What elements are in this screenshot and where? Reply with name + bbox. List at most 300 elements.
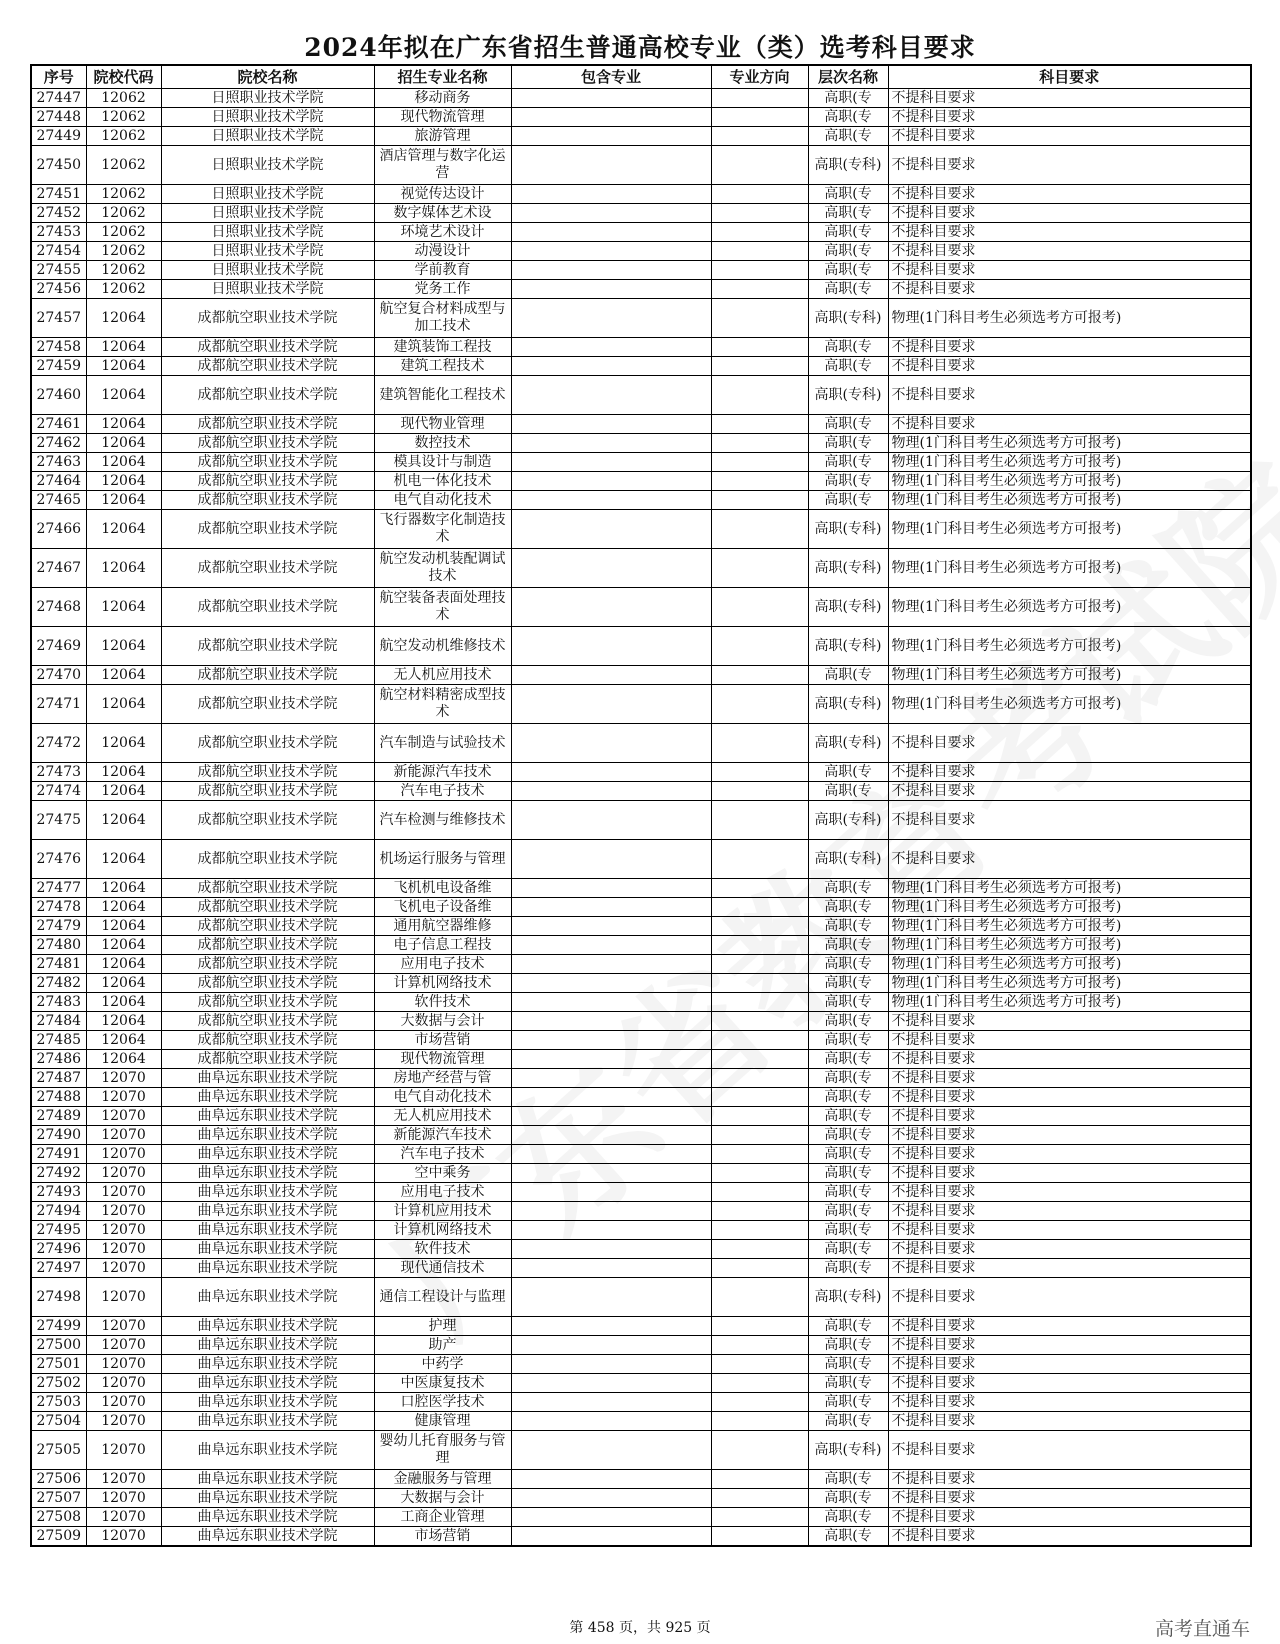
major-name-cell: 婴幼儿托育服务与管理 bbox=[374, 1431, 511, 1470]
school-name-cell: 曲阜远东职业技术学院 bbox=[161, 1164, 374, 1183]
serial-cell: 27459 bbox=[31, 357, 86, 376]
school-code-cell: 12064 bbox=[86, 357, 161, 376]
major-name-cell: 党务工作 bbox=[374, 280, 511, 299]
serial-cell: 27456 bbox=[31, 280, 86, 299]
header-cell: 院校名称 bbox=[161, 65, 374, 89]
direction-cell bbox=[711, 666, 808, 685]
included-majors-cell bbox=[511, 491, 711, 510]
level-cell: 高职(专 bbox=[808, 936, 888, 955]
school-name-cell: 曲阜远东职业技术学院 bbox=[161, 1489, 374, 1508]
requirement-cell: 不提科目要求 bbox=[888, 185, 1251, 204]
level-cell: 高职(专 bbox=[808, 1183, 888, 1202]
serial-cell: 27447 bbox=[31, 89, 86, 108]
table-row bbox=[31, 108, 1251, 127]
table-row bbox=[31, 491, 1251, 510]
direction-cell bbox=[711, 1508, 808, 1527]
table-row bbox=[31, 549, 1251, 588]
table-row bbox=[31, 782, 1251, 801]
direction-cell bbox=[711, 1240, 808, 1259]
direction-cell bbox=[711, 1164, 808, 1183]
direction-cell bbox=[711, 1470, 808, 1489]
included-majors-cell bbox=[511, 1355, 711, 1374]
level-cell: 高职(专 bbox=[808, 974, 888, 993]
serial-cell: 27491 bbox=[31, 1145, 86, 1164]
school-name-cell: 曲阜远东职业技术学院 bbox=[161, 1527, 374, 1547]
included-majors-cell bbox=[511, 1336, 711, 1355]
level-cell: 高职(专 bbox=[808, 453, 888, 472]
level-cell: 高职(专科) bbox=[808, 627, 888, 666]
included-majors-cell bbox=[511, 1183, 711, 1202]
school-code-cell: 12064 bbox=[86, 763, 161, 782]
included-majors-cell bbox=[511, 1374, 711, 1393]
requirement-cell: 物理(1门科目考生必须选考方可报考) bbox=[888, 491, 1251, 510]
major-name-cell: 健康管理 bbox=[374, 1412, 511, 1431]
major-name-cell: 市场营销 bbox=[374, 1031, 511, 1050]
table-row bbox=[31, 89, 1251, 108]
table-row bbox=[31, 936, 1251, 955]
direction-cell bbox=[711, 146, 808, 185]
serial-cell: 27460 bbox=[31, 376, 86, 415]
requirement-cell: 物理(1门科目考生必须选考方可报考) bbox=[888, 917, 1251, 936]
direction-cell bbox=[711, 1012, 808, 1031]
table-row bbox=[31, 1470, 1251, 1489]
direction-cell bbox=[711, 1431, 808, 1470]
requirement-cell: 物理(1门科目考生必须选考方可报考) bbox=[888, 627, 1251, 666]
direction-cell bbox=[711, 510, 808, 549]
direction-cell bbox=[711, 223, 808, 242]
serial-cell: 27455 bbox=[31, 261, 86, 280]
major-name-cell: 旅游管理 bbox=[374, 127, 511, 146]
direction-cell bbox=[711, 242, 808, 261]
included-majors-cell bbox=[511, 936, 711, 955]
school-code-cell: 12064 bbox=[86, 376, 161, 415]
included-majors-cell bbox=[511, 146, 711, 185]
level-cell: 高职(专 bbox=[808, 1050, 888, 1069]
serial-cell: 27465 bbox=[31, 491, 86, 510]
serial-cell: 27451 bbox=[31, 185, 86, 204]
requirement-cell: 不提科目要求 bbox=[888, 1012, 1251, 1031]
school-name-cell: 成都航空职业技术学院 bbox=[161, 974, 374, 993]
school-name-cell: 曲阜远东职业技术学院 bbox=[161, 1336, 374, 1355]
table-row bbox=[31, 510, 1251, 549]
level-cell: 高职(专 bbox=[808, 280, 888, 299]
direction-cell bbox=[711, 357, 808, 376]
direction-cell bbox=[711, 1088, 808, 1107]
serial-cell: 27480 bbox=[31, 936, 86, 955]
school-code-cell: 12064 bbox=[86, 549, 161, 588]
table-row bbox=[31, 1031, 1251, 1050]
major-name-cell: 市场营销 bbox=[374, 1527, 511, 1547]
level-cell: 高职(专科) bbox=[808, 299, 888, 338]
level-cell: 高职(专 bbox=[808, 1470, 888, 1489]
table-row bbox=[31, 1336, 1251, 1355]
major-name-cell: 飞行器数字化制造技术 bbox=[374, 510, 511, 549]
major-name-cell: 软件技术 bbox=[374, 1240, 511, 1259]
table-row bbox=[31, 146, 1251, 185]
included-majors-cell bbox=[511, 588, 711, 627]
requirement-cell: 不提科目要求 bbox=[888, 1355, 1251, 1374]
requirement-cell: 不提科目要求 bbox=[888, 204, 1251, 223]
direction-cell bbox=[711, 1145, 808, 1164]
header-cell: 包含专业 bbox=[511, 65, 711, 89]
table-row bbox=[31, 588, 1251, 627]
requirement-cell: 不提科目要求 bbox=[888, 1508, 1251, 1527]
table-row bbox=[31, 472, 1251, 491]
serial-cell: 27509 bbox=[31, 1527, 86, 1547]
major-name-cell: 通信工程设计与监理 bbox=[374, 1278, 511, 1317]
major-name-cell: 助产 bbox=[374, 1336, 511, 1355]
school-name-cell: 成都航空职业技术学院 bbox=[161, 1050, 374, 1069]
table-row bbox=[31, 1164, 1251, 1183]
table-row bbox=[31, 453, 1251, 472]
requirement-cell: 物理(1门科目考生必须选考方可报考) bbox=[888, 685, 1251, 724]
header-cell: 专业方向 bbox=[711, 65, 808, 89]
requirement-cell: 不提科目要求 bbox=[888, 1050, 1251, 1069]
table-row bbox=[31, 415, 1251, 434]
school-name-cell: 成都航空职业技术学院 bbox=[161, 1031, 374, 1050]
school-name-cell: 成都航空职业技术学院 bbox=[161, 724, 374, 763]
table-row bbox=[31, 185, 1251, 204]
school-code-cell: 12070 bbox=[86, 1489, 161, 1508]
included-majors-cell bbox=[511, 1069, 711, 1088]
major-name-cell: 工商企业管理 bbox=[374, 1508, 511, 1527]
school-name-cell: 成都航空职业技术学院 bbox=[161, 1012, 374, 1031]
school-name-cell: 成都航空职业技术学院 bbox=[161, 357, 374, 376]
school-name-cell: 成都航空职业技术学院 bbox=[161, 685, 374, 724]
level-cell: 高职(专 bbox=[808, 1107, 888, 1126]
serial-cell: 27501 bbox=[31, 1355, 86, 1374]
school-code-cell: 12062 bbox=[86, 223, 161, 242]
requirement-cell: 不提科目要求 bbox=[888, 242, 1251, 261]
school-code-cell: 12070 bbox=[86, 1470, 161, 1489]
school-name-cell: 曲阜远东职业技术学院 bbox=[161, 1088, 374, 1107]
school-code-cell: 12062 bbox=[86, 89, 161, 108]
serial-cell: 27469 bbox=[31, 627, 86, 666]
school-name-cell: 日照职业技术学院 bbox=[161, 223, 374, 242]
requirement-cell: 不提科目要求 bbox=[888, 1489, 1251, 1508]
included-majors-cell bbox=[511, 1050, 711, 1069]
direction-cell bbox=[711, 1412, 808, 1431]
school-code-cell: 12070 bbox=[86, 1336, 161, 1355]
school-name-cell: 日照职业技术学院 bbox=[161, 242, 374, 261]
level-cell: 高职(专 bbox=[808, 415, 888, 434]
major-name-cell: 机电一体化技术 bbox=[374, 472, 511, 491]
level-cell: 高职(专 bbox=[808, 1088, 888, 1107]
level-cell: 高职(专 bbox=[808, 1202, 888, 1221]
major-name-cell: 护理 bbox=[374, 1317, 511, 1336]
level-cell: 高职(专 bbox=[808, 242, 888, 261]
included-majors-cell bbox=[511, 993, 711, 1012]
school-code-cell: 12064 bbox=[86, 491, 161, 510]
major-name-cell: 现代物流管理 bbox=[374, 108, 511, 127]
school-name-cell: 成都航空职业技术学院 bbox=[161, 840, 374, 879]
level-cell: 高职(专 bbox=[808, 763, 888, 782]
direction-cell bbox=[711, 879, 808, 898]
requirement-cell: 物理(1门科目考生必须选考方可报考) bbox=[888, 453, 1251, 472]
included-majors-cell bbox=[511, 1489, 711, 1508]
school-name-cell: 成都航空职业技术学院 bbox=[161, 472, 374, 491]
school-name-cell: 成都航空职业技术学院 bbox=[161, 510, 374, 549]
requirement-cell: 不提科目要求 bbox=[888, 146, 1251, 185]
direction-cell bbox=[711, 1278, 808, 1317]
requirement-cell: 不提科目要求 bbox=[888, 1126, 1251, 1145]
major-name-cell: 航空发动机装配调试技术 bbox=[374, 549, 511, 588]
level-cell: 高职(专 bbox=[808, 472, 888, 491]
included-majors-cell bbox=[511, 955, 711, 974]
direction-cell bbox=[711, 1050, 808, 1069]
level-cell: 高职(专 bbox=[808, 185, 888, 204]
school-code-cell: 12070 bbox=[86, 1107, 161, 1126]
included-majors-cell bbox=[511, 763, 711, 782]
school-code-cell: 12064 bbox=[86, 879, 161, 898]
school-name-cell: 曲阜远东职业技术学院 bbox=[161, 1431, 374, 1470]
serial-cell: 27464 bbox=[31, 472, 86, 491]
table-row bbox=[31, 974, 1251, 993]
header-cell: 院校代码 bbox=[86, 65, 161, 89]
table-row bbox=[31, 376, 1251, 415]
included-majors-cell bbox=[511, 1126, 711, 1145]
level-cell: 高职(专 bbox=[808, 1240, 888, 1259]
school-code-cell: 12064 bbox=[86, 415, 161, 434]
table-row bbox=[31, 1126, 1251, 1145]
included-majors-cell bbox=[511, 801, 711, 840]
requirement-cell: 不提科目要求 bbox=[888, 1107, 1251, 1126]
major-name-cell: 汽车检测与维修技术 bbox=[374, 801, 511, 840]
school-code-cell: 12070 bbox=[86, 1221, 161, 1240]
serial-cell: 27492 bbox=[31, 1164, 86, 1183]
included-majors-cell bbox=[511, 1012, 711, 1031]
requirement-cell: 物理(1门科目考生必须选考方可报考) bbox=[888, 993, 1251, 1012]
level-cell: 高职(专 bbox=[808, 782, 888, 801]
school-code-cell: 12070 bbox=[86, 1431, 161, 1470]
school-code-cell: 12062 bbox=[86, 108, 161, 127]
direction-cell bbox=[711, 1374, 808, 1393]
included-majors-cell bbox=[511, 879, 711, 898]
included-majors-cell bbox=[511, 89, 711, 108]
school-name-cell: 成都航空职业技术学院 bbox=[161, 588, 374, 627]
included-majors-cell bbox=[511, 840, 711, 879]
school-code-cell: 12064 bbox=[86, 453, 161, 472]
table-row bbox=[31, 1069, 1251, 1088]
school-code-cell: 12064 bbox=[86, 1012, 161, 1031]
level-cell: 高职(专 bbox=[808, 1164, 888, 1183]
included-majors-cell bbox=[511, 434, 711, 453]
requirement-cell: 物理(1门科目考生必须选考方可报考) bbox=[888, 472, 1251, 491]
level-cell: 高职(专科) bbox=[808, 840, 888, 879]
level-cell: 高职(专 bbox=[808, 491, 888, 510]
included-majors-cell bbox=[511, 472, 711, 491]
major-name-cell: 大数据与会计 bbox=[374, 1012, 511, 1031]
direction-cell bbox=[711, 993, 808, 1012]
major-name-cell: 新能源汽车技术 bbox=[374, 1126, 511, 1145]
school-name-cell: 日照职业技术学院 bbox=[161, 261, 374, 280]
level-cell: 高职(专科) bbox=[808, 801, 888, 840]
included-majors-cell bbox=[511, 1412, 711, 1431]
level-cell: 高职(专 bbox=[808, 89, 888, 108]
major-name-cell: 汽车制造与试验技术 bbox=[374, 724, 511, 763]
requirement-cell: 不提科目要求 bbox=[888, 1374, 1251, 1393]
direction-cell bbox=[711, 782, 808, 801]
table-row bbox=[31, 1202, 1251, 1221]
direction-cell bbox=[711, 763, 808, 782]
level-cell: 高职(专 bbox=[808, 1317, 888, 1336]
serial-cell: 27508 bbox=[31, 1508, 86, 1527]
level-cell: 高职(专 bbox=[808, 898, 888, 917]
school-name-cell: 曲阜远东职业技术学院 bbox=[161, 1470, 374, 1489]
included-majors-cell bbox=[511, 666, 711, 685]
header-cell: 招生专业名称 bbox=[374, 65, 511, 89]
requirement-cell: 不提科目要求 bbox=[888, 1145, 1251, 1164]
requirement-cell: 不提科目要求 bbox=[888, 1336, 1251, 1355]
table-row bbox=[31, 1050, 1251, 1069]
school-name-cell: 成都航空职业技术学院 bbox=[161, 453, 374, 472]
direction-cell bbox=[711, 376, 808, 415]
level-cell: 高职(专 bbox=[808, 917, 888, 936]
serial-cell: 27468 bbox=[31, 588, 86, 627]
requirement-cell: 不提科目要求 bbox=[888, 89, 1251, 108]
requirement-cell: 不提科目要求 bbox=[888, 1202, 1251, 1221]
included-majors-cell bbox=[511, 510, 711, 549]
school-name-cell: 成都航空职业技术学院 bbox=[161, 898, 374, 917]
requirement-cell: 不提科目要求 bbox=[888, 1031, 1251, 1050]
school-code-cell: 12064 bbox=[86, 666, 161, 685]
direction-cell bbox=[711, 491, 808, 510]
school-name-cell: 曲阜远东职业技术学院 bbox=[161, 1412, 374, 1431]
table-row bbox=[31, 1431, 1251, 1470]
table-row bbox=[31, 898, 1251, 917]
school-name-cell: 成都航空职业技术学院 bbox=[161, 338, 374, 357]
school-name-cell: 曲阜远东职业技术学院 bbox=[161, 1126, 374, 1145]
requirement-cell: 物理(1门科目考生必须选考方可报考) bbox=[888, 879, 1251, 898]
direction-cell bbox=[711, 974, 808, 993]
direction-cell bbox=[711, 1259, 808, 1278]
requirement-cell: 不提科目要求 bbox=[888, 1317, 1251, 1336]
major-name-cell: 飞机电子设备维 bbox=[374, 898, 511, 917]
direction-cell bbox=[711, 1527, 808, 1547]
school-code-cell: 12070 bbox=[86, 1126, 161, 1145]
serial-cell: 27457 bbox=[31, 299, 86, 338]
header-cell: 层次名称 bbox=[808, 65, 888, 89]
requirement-cell: 不提科目要求 bbox=[888, 1221, 1251, 1240]
requirement-cell: 不提科目要求 bbox=[888, 338, 1251, 357]
school-code-cell: 12064 bbox=[86, 1031, 161, 1050]
header-cell: 科目要求 bbox=[888, 65, 1251, 89]
direction-cell bbox=[711, 338, 808, 357]
included-majors-cell bbox=[511, 898, 711, 917]
table-row bbox=[31, 763, 1251, 782]
direction-cell bbox=[711, 453, 808, 472]
school-code-cell: 12070 bbox=[86, 1202, 161, 1221]
level-cell: 高职(专 bbox=[808, 879, 888, 898]
serial-cell: 27475 bbox=[31, 801, 86, 840]
table-row bbox=[31, 434, 1251, 453]
serial-cell: 27479 bbox=[31, 917, 86, 936]
major-name-cell: 航空发动机维修技术 bbox=[374, 627, 511, 666]
school-name-cell: 成都航空职业技术学院 bbox=[161, 955, 374, 974]
school-name-cell: 成都航空职业技术学院 bbox=[161, 549, 374, 588]
school-code-cell: 12064 bbox=[86, 685, 161, 724]
school-code-cell: 12062 bbox=[86, 204, 161, 223]
table-row bbox=[31, 204, 1251, 223]
level-cell: 高职(专科) bbox=[808, 685, 888, 724]
requirement-cell: 物理(1门科目考生必须选考方可报考) bbox=[888, 974, 1251, 993]
serial-cell: 27485 bbox=[31, 1031, 86, 1050]
table-row bbox=[31, 1355, 1251, 1374]
direction-cell bbox=[711, 840, 808, 879]
included-majors-cell bbox=[511, 299, 711, 338]
direction-cell bbox=[711, 434, 808, 453]
table-row bbox=[31, 1183, 1251, 1202]
direction-cell bbox=[711, 549, 808, 588]
major-name-cell: 电气自动化技术 bbox=[374, 1088, 511, 1107]
table-row bbox=[31, 1088, 1251, 1107]
major-name-cell: 无人机应用技术 bbox=[374, 1107, 511, 1126]
requirement-cell: 物理(1门科目考生必须选考方可报考) bbox=[888, 549, 1251, 588]
level-cell: 高职(专科) bbox=[808, 549, 888, 588]
school-name-cell: 曲阜远东职业技术学院 bbox=[161, 1221, 374, 1240]
direction-cell bbox=[711, 261, 808, 280]
direction-cell bbox=[711, 917, 808, 936]
school-code-cell: 12070 bbox=[86, 1088, 161, 1107]
school-name-cell: 成都航空职业技术学院 bbox=[161, 415, 374, 434]
serial-cell: 27470 bbox=[31, 666, 86, 685]
major-name-cell: 计算机应用技术 bbox=[374, 1202, 511, 1221]
included-majors-cell bbox=[511, 1470, 711, 1489]
requirement-cell: 不提科目要求 bbox=[888, 1259, 1251, 1278]
requirement-cell: 物理(1门科目考生必须选考方可报考) bbox=[888, 510, 1251, 549]
included-majors-cell bbox=[511, 1221, 711, 1240]
level-cell: 高职(专 bbox=[808, 127, 888, 146]
included-majors-cell bbox=[511, 223, 711, 242]
major-name-cell: 计算机网络技术 bbox=[374, 974, 511, 993]
school-name-cell: 成都航空职业技术学院 bbox=[161, 917, 374, 936]
serial-cell: 27478 bbox=[31, 898, 86, 917]
school-code-cell: 12070 bbox=[86, 1240, 161, 1259]
major-name-cell: 金融服务与管理 bbox=[374, 1470, 511, 1489]
requirement-cell: 不提科目要求 bbox=[888, 127, 1251, 146]
level-cell: 高职(专 bbox=[808, 261, 888, 280]
table-row bbox=[31, 724, 1251, 763]
included-majors-cell bbox=[511, 1107, 711, 1126]
major-name-cell: 数控技术 bbox=[374, 434, 511, 453]
requirement-cell: 不提科目要求 bbox=[888, 261, 1251, 280]
requirements-table bbox=[30, 64, 1252, 1547]
direction-cell bbox=[711, 472, 808, 491]
serial-cell: 27488 bbox=[31, 1088, 86, 1107]
table-body bbox=[31, 89, 1251, 1547]
school-name-cell: 曲阜远东职业技术学院 bbox=[161, 1240, 374, 1259]
school-code-cell: 12064 bbox=[86, 955, 161, 974]
direction-cell bbox=[711, 89, 808, 108]
school-code-cell: 12064 bbox=[86, 627, 161, 666]
serial-cell: 27506 bbox=[31, 1470, 86, 1489]
included-majors-cell bbox=[511, 1240, 711, 1259]
included-majors-cell bbox=[511, 782, 711, 801]
major-name-cell: 中医康复技术 bbox=[374, 1374, 511, 1393]
serial-cell: 27483 bbox=[31, 993, 86, 1012]
school-name-cell: 日照职业技术学院 bbox=[161, 280, 374, 299]
school-code-cell: 12064 bbox=[86, 338, 161, 357]
table-row bbox=[31, 357, 1251, 376]
school-code-cell: 12064 bbox=[86, 917, 161, 936]
included-majors-cell bbox=[511, 1202, 711, 1221]
school-code-cell: 12070 bbox=[86, 1278, 161, 1317]
direction-cell bbox=[711, 1183, 808, 1202]
level-cell: 高职(专 bbox=[808, 1012, 888, 1031]
major-name-cell: 环境艺术设计 bbox=[374, 223, 511, 242]
major-name-cell: 汽车电子技术 bbox=[374, 782, 511, 801]
table-row bbox=[31, 840, 1251, 879]
